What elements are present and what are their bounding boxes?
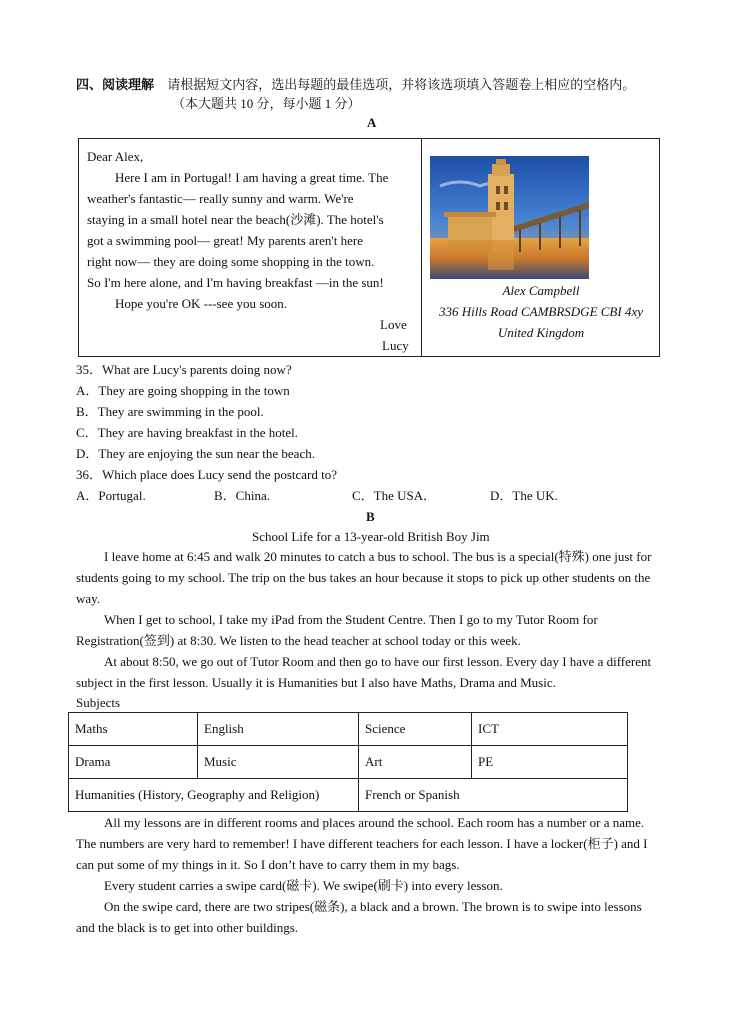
table-cell: English [198,713,359,746]
passage-b-paragraph: At about 8:50, we go out of Tutor Room and then go to have our first lesson. Every day I have a different subject in the first lesson. Usually it is Humanities but I also have Maths, Drama and Music. [76,654,652,690]
question-36-option-b: B．China. [214,488,270,503]
subjects-label: Subjects [76,695,121,710]
table-cell: ICT [472,713,628,746]
section-header [76,76,635,93]
question-35-option-c: C．They are having breakfast in the hotel. [76,425,299,440]
letter-line: Dear Alex, [87,149,144,164]
table-row [69,746,628,779]
letter-line: got a swimming pool— great! My parents aren't here [87,233,363,248]
question-36-option-a: A．Portugal. [76,488,146,503]
table-cell: French or Spanish [359,779,628,812]
question-36-option-d: D．The UK. [490,488,558,503]
table-row [69,779,628,812]
letter-closing: Love [380,317,407,332]
address-name: Alex Campbell [502,283,580,298]
question-36-option-c: C．The USA． [352,488,437,503]
passage-b-title: School Life for a 13-year-old British Boy Jim [252,529,490,544]
passage-a-label: A [367,115,377,130]
instruction-text: 请根据短文内容，选出每题的最佳选项，并将该选项填入答题卷上相应的空格内。 [167,77,636,92]
table-cell: Music [198,746,359,779]
letter-signature: Lucy [382,338,409,353]
passage-b-label: B [366,509,375,524]
belem-tower-image [430,156,589,279]
letter-line: right now— they are doing some shopping in the town. [87,254,375,269]
letter-line: weather's fantastic— really sunny and warm. We're [87,191,354,206]
passage-b-paragraph: All my lessons are in different rooms and places around the school. Each room has a number or a name. The numbers are very hard to remember! I have different teachers for each lesson. I have a locker(柜子) and I can put some of my things in it. So I don’t have to carry them in my bags. [76,815,648,872]
table-cell: Science [359,713,472,746]
table-cell: PE [472,746,628,779]
passage-b-paragraph: I leave home at 6:45 and walk 20 minutes to catch a bus to school. The bus is a special(特殊) one just for students going to my school. The trip on the bus takes an hour because it stops to pick up other students on the way. [76,549,652,606]
letter-line: Here I am in Portugal! I am having a great time. The [115,170,389,185]
score-note: （本大题共 10 分，每小题 1 分） [172,96,361,111]
letter-line: So I'm here alone, and I'm having breakfast —in the sun! [87,275,384,290]
passage-b-paragraph: Every student carries a swipe card(磁卡). We swipe(刷卡) into every lesson. [104,878,503,893]
table-cell: Humanities (History, Geography and Religion) [69,779,359,812]
table-cell: Drama [69,746,198,779]
question-35-option-a: A．They are going shopping in the town [76,383,290,398]
table-row [69,713,628,746]
passage-b-paragraph: When I get to school, I take my iPad from the Student Centre. Then I go to my Tutor Room for Registration(签到) at 8:30. We listen to the head teacher at school today or this week. [76,612,598,648]
question-35-option-d: D．They are enjoying the sun near the beach. [76,446,315,461]
postcard [78,138,660,357]
question-36-stem: 36．Which place does Lucy send the postcard to? [76,467,337,482]
letter-line: staying in a small hotel near the beach(沙滩). The hotel's [87,212,384,227]
tower-photo [430,156,589,279]
address-street: 336 Hills Road CAMBRSDGE CBI 4xy [439,304,643,319]
letter-line: Hope you're OK ---see you soon. [115,296,288,311]
address-country: United Kingdom [497,325,585,340]
table-cell: Maths [69,713,198,746]
section-label: 四、阅读理解 [76,77,155,92]
table-cell: Art [359,746,472,779]
question-35-option-b: B．They are swimming in the pool. [76,404,264,419]
passage-b-paragraph: On the swipe card, there are two stripes(磁条), a black and a brown. The brown is to swipe into lessons and the black is to get into other buildings. [76,899,642,935]
question-35-stem: 35．What are Lucy's parents doing now? [76,362,292,377]
subjects-table [68,712,628,812]
